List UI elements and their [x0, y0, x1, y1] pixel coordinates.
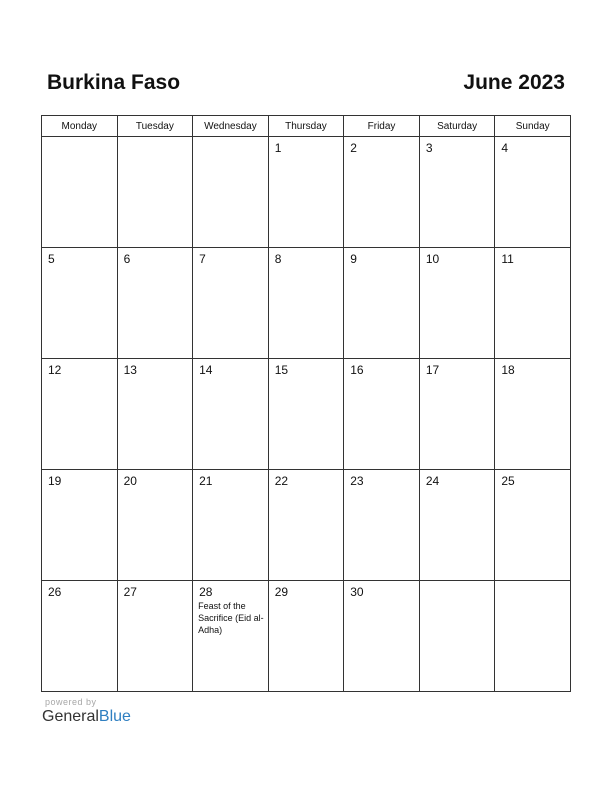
day-number: 30 [350, 585, 364, 599]
weekday-header: Friday [344, 116, 420, 137]
day-number [42, 137, 117, 141]
week-row [42, 581, 571, 692]
week-row [42, 359, 571, 470]
day-number: 24 [425, 474, 440, 488]
brand-name-part1: General [42, 708, 99, 725]
weekday-header: Tuesday [117, 116, 193, 137]
day-cell [419, 137, 495, 248]
week-row [42, 470, 571, 581]
day-number: 28 [199, 585, 213, 599]
day-cell [268, 470, 344, 581]
day-cell [495, 248, 571, 359]
day-cell [117, 137, 193, 248]
day-cell [193, 137, 269, 248]
day-number: 18 [501, 363, 515, 377]
brand-name-part2: Blue [98, 708, 131, 725]
day-cell [344, 359, 420, 470]
day-cell [117, 359, 193, 470]
day-cell [419, 581, 495, 692]
day-cell [344, 248, 420, 359]
day-number: 8 [274, 252, 282, 266]
day-number: 20 [123, 474, 137, 488]
day-cell [42, 581, 118, 692]
weekday-header: Thursday [268, 116, 344, 137]
day-number: 7 [199, 252, 206, 266]
day-number: 5 [48, 252, 55, 266]
generalblue-logo [42, 707, 131, 727]
day-cell [117, 248, 193, 359]
day-number: 10 [425, 252, 440, 266]
day-number: 15 [274, 363, 289, 377]
calendar-month-title: June 2023 [463, 71, 565, 94]
day-number: 17 [425, 363, 440, 377]
day-number [193, 137, 268, 141]
day-cell [42, 137, 118, 248]
day-number: 27 [123, 585, 137, 599]
week-row [42, 137, 571, 248]
day-number: 6 [123, 252, 131, 266]
day-number [420, 581, 495, 585]
week-row [42, 248, 571, 359]
day-number: 16 [350, 363, 364, 377]
day-cell [268, 359, 344, 470]
day-number: 9 [350, 252, 357, 266]
day-cell [495, 470, 571, 581]
footer-branding [42, 697, 131, 727]
weekday-header: Sunday [495, 116, 571, 137]
day-cell [117, 581, 193, 692]
day-number: 2 [350, 141, 357, 155]
day-number: 23 [350, 474, 364, 488]
day-number: 14 [199, 363, 213, 377]
weekday-header: Wednesday [193, 116, 269, 137]
day-cell [419, 248, 495, 359]
day-cell [495, 581, 571, 692]
day-cell [344, 137, 420, 248]
day-cell [42, 248, 118, 359]
day-cell [344, 470, 420, 581]
day-cell [193, 470, 269, 581]
day-number: 3 [425, 141, 433, 155]
day-number: 21 [199, 474, 213, 488]
day-cell [419, 359, 495, 470]
calendar-country-title: Burkina Faso [47, 71, 181, 94]
day-number: 22 [274, 474, 289, 488]
powered-by-text: powered by [45, 697, 97, 707]
day-number: 25 [501, 474, 515, 488]
weekday-header-row [42, 116, 571, 137]
day-cell [42, 470, 118, 581]
weekday-header: Monday [42, 116, 118, 137]
holiday-label: Feast of the Sacrifice (Eid al-Adha) [198, 601, 264, 635]
day-number: 29 [274, 585, 289, 599]
day-cell [268, 581, 344, 692]
day-number [118, 137, 193, 141]
day-cell [193, 359, 269, 470]
day-cell [193, 581, 269, 692]
day-number: 12 [48, 363, 62, 377]
day-cell [193, 248, 269, 359]
day-number: 26 [48, 585, 62, 599]
day-number [495, 581, 570, 585]
day-cell [268, 248, 344, 359]
day-cell [344, 581, 420, 692]
calendar-grid [41, 115, 571, 692]
day-cell [42, 359, 118, 470]
day-cell [495, 359, 571, 470]
weekday-header: Saturday [419, 116, 495, 137]
day-cell [117, 470, 193, 581]
day-cell [495, 137, 571, 248]
day-number: 11 [501, 252, 514, 266]
day-number: 1 [274, 141, 282, 155]
day-cell [419, 470, 495, 581]
day-cell [268, 137, 344, 248]
day-number: 13 [123, 363, 137, 377]
day-number: 4 [501, 141, 509, 155]
day-number: 19 [48, 474, 62, 488]
